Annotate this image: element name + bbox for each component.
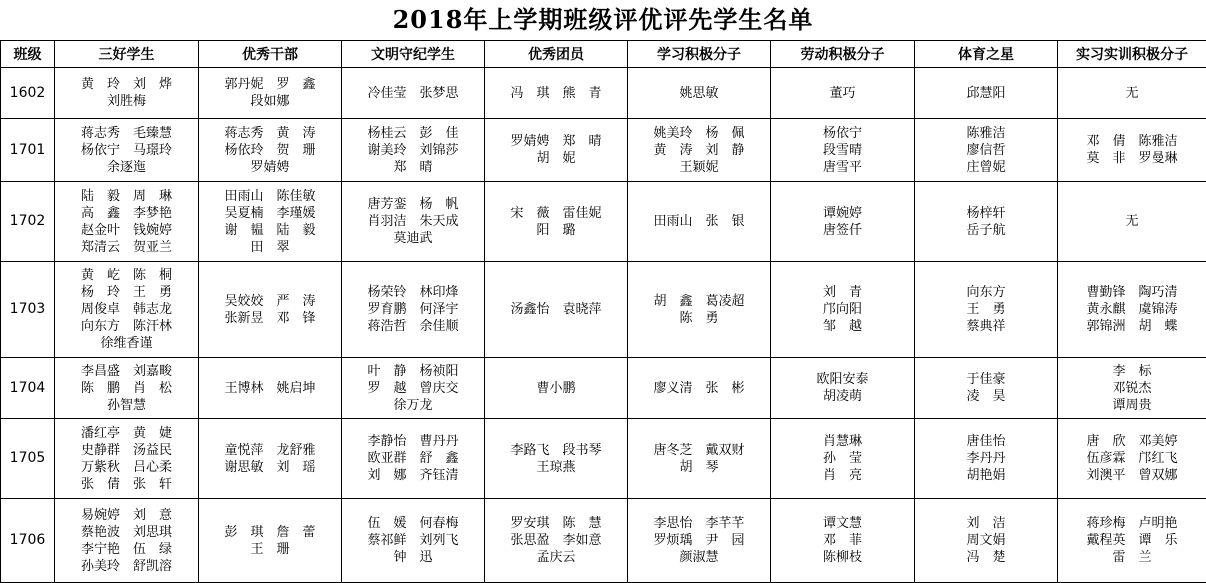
header-excellent-league-member: 优秀团员 [485,41,628,68]
name-line: 李 标 [1058,363,1206,380]
name-line: 王博林 姚启坤 [199,380,341,397]
names-cell [771,119,915,182]
name-line: 谢思敏 刘 瑶 [199,459,341,476]
table-row [1,358,1206,419]
name-line: 李宁艳 伍 绿 [55,541,198,558]
name-line: 罗婧娉 [199,159,341,176]
name-line: 罗婧娉 郑 晴 [485,133,627,150]
names-cell [342,262,485,358]
names-cell [771,68,915,119]
name-line: 胡 鑫 葛凌超 [628,293,770,310]
name-line: 张新昱 邓 锋 [199,310,341,327]
name-line: 冯 琪 熊 青 [485,85,627,102]
names-cell [485,182,628,262]
name-line: 颜淑慧 [628,549,770,566]
name-line: 伍彦霖 邝红飞 [1058,450,1206,467]
name-line: 余逐迤 [55,159,198,176]
names-cell [628,262,771,358]
header-study-activist: 学习积极分子 [628,41,771,68]
names-cell [915,119,1058,182]
name-line: 陆 毅 周 琳 [55,188,198,205]
name-line: 杨荣铃 林印烽 [342,284,484,301]
name-line: 刘澳平 曾双娜 [1058,467,1206,484]
names-cell [628,419,771,499]
name-line: 陈柳枝 [771,549,914,566]
name-line: 胡 琴 [628,459,770,476]
name-line: 潘红亭 黄 婕 [55,425,198,442]
name-line: 曹小鹏 [485,380,627,397]
name-line: 王 珊 [199,541,341,558]
names-cell [55,358,199,419]
names-cell [771,262,915,358]
table-row [1,182,1206,262]
name-line: 黄 涛 刘 静 [628,142,770,159]
name-line: 陈 勇 [628,310,770,327]
names-cell [199,419,342,499]
names-cell [628,68,771,119]
class-cell: 1706 [1,499,55,583]
name-line: 谭婉婷 [771,205,914,222]
names-cell [1058,499,1206,583]
name-line: 李静怡 曹丹丹 [342,433,484,450]
name-line: 孟庆云 [485,549,627,566]
name-line: 罗烦瑀 尹 园 [628,532,770,549]
name-line: 田雨山 陈佳敏 [199,188,341,205]
class-cell: 1701 [1,119,55,182]
name-line: 田 翠 [199,239,341,256]
name-line: 廖义清 张 彬 [628,380,770,397]
name-line: 孙 莹 [771,450,914,467]
name-line: 徐维香谨 [55,335,198,352]
names-cell [485,499,628,583]
name-line: 郑 晴 [342,159,484,176]
name-line: 蔡典祥 [915,318,1057,335]
names-cell [628,182,771,262]
names-cell [915,419,1058,499]
name-line: 孙智慧 [55,397,198,414]
name-line: 无 [1058,213,1206,230]
name-line: 冷佳莹 张梦思 [342,85,484,102]
name-line: 胡凌萌 [771,388,914,405]
name-line: 莫 非 罗曼琳 [1058,150,1206,167]
name-line: 杨依宁 马璟玲 [55,142,198,159]
name-line: 田雨山 张 银 [628,213,770,230]
name-line: 于佳豪 [915,371,1057,388]
name-line: 蒋志秀 黄 涛 [199,125,341,142]
name-line: 孙美玲 舒凯溶 [55,558,198,575]
name-line: 易婉婷 刘 意 [55,507,198,524]
name-line: 郭锦洲 胡 蝶 [1058,318,1206,335]
names-cell [342,499,485,583]
name-line: 周文娟 [915,532,1057,549]
table-row [1,419,1206,499]
name-line: 汤鑫怡 袁晓萍 [485,301,627,318]
header-internship-activist: 实习实训积极分子 [1058,41,1206,68]
name-line: 无 [1058,85,1206,102]
name-line: 李昌盛 刘嘉畯 [55,363,198,380]
name-line: 庄曾妮 [915,159,1057,176]
names-cell [485,68,628,119]
header-labor-activist: 劳动积极分子 [771,41,915,68]
name-line: 刘 青 [771,284,914,301]
name-line: 戴程英 谭 乐 [1058,532,1206,549]
name-line: 王颖妮 [628,159,770,176]
name-line: 陈雅洁 [915,125,1057,142]
name-line: 姚美玲 杨 佩 [628,125,770,142]
name-line: 李丹丹 [915,450,1057,467]
name-line: 彭 琪 詹 蕾 [199,524,341,541]
name-line: 李思怡 李芊芊 [628,515,770,532]
names-cell [771,358,915,419]
name-line: 谢美玲 刘锦莎 [342,142,484,159]
name-line: 罗安琪 陈 慧 [485,515,627,532]
name-line: 王琼燕 [485,459,627,476]
name-line: 黄永麒 虞锦涛 [1058,301,1206,318]
name-line: 雷 兰 [1058,549,1206,566]
names-cell [199,68,342,119]
name-line: 段雪晴 [771,142,914,159]
names-cell [55,182,199,262]
name-line: 伍 媛 何春梅 [342,515,484,532]
name-line: 唐冬芝 戴双财 [628,442,770,459]
names-cell [771,419,915,499]
names-cell [55,68,199,119]
name-line: 张思盈 李如意 [485,532,627,549]
names-cell [771,499,915,583]
names-cell [342,182,485,262]
names-cell [1058,119,1206,182]
name-line: 邱慧阳 [915,85,1057,102]
header-civilized-student: 文明守纪学生 [342,41,485,68]
name-line: 杨梓轩 [915,205,1057,222]
name-line: 罗 越 曾庆交 [342,380,484,397]
names-cell [771,182,915,262]
name-line: 蒋浩哲 余佳顺 [342,318,484,335]
names-cell [55,119,199,182]
name-line: 吴夏楠 李瑾媛 [199,205,341,222]
name-line: 刘 娜 齐钰清 [342,467,484,484]
name-line: 冯 楚 [915,549,1057,566]
name-line: 姚思敏 [628,85,770,102]
name-line: 唐签仟 [771,222,914,239]
table-row [1,119,1206,182]
header-merit-student: 三好学生 [55,41,199,68]
name-line: 唐芳銮 杨 帆 [342,196,484,213]
names-cell [485,419,628,499]
names-cell [915,68,1058,119]
names-cell [199,499,342,583]
name-line: 杨依玲 贺 珊 [199,142,341,159]
names-cell [628,119,771,182]
name-line: 谭文慧 [771,515,914,532]
name-line: 邓锐杰 [1058,380,1206,397]
name-line: 岳子航 [915,222,1057,239]
name-line: 郭丹妮 罗 鑫 [199,76,341,93]
name-line: 胡艳娟 [915,467,1057,484]
names-cell [628,358,771,419]
name-line: 蒋珍梅 卢明艳 [1058,515,1206,532]
name-line: 杨依宁 [771,125,914,142]
names-cell [1058,68,1206,119]
names-cell [55,262,199,358]
name-line: 欧阳安泰 [771,371,914,388]
class-cell: 1702 [1,182,55,262]
names-cell [199,182,342,262]
names-cell [1058,262,1206,358]
page-title: 2018年上学期班级评优评先学生名单 [0,0,1206,40]
name-line: 史静群 汤益民 [55,442,198,459]
name-line: 王 勇 [915,301,1057,318]
name-line: 郑清云 贺亚兰 [55,239,198,256]
names-cell [55,499,199,583]
name-line: 蔡祁鲜 刘列飞 [342,532,484,549]
class-cell: 1602 [1,68,55,119]
name-line: 张 倩 张 轩 [55,476,198,493]
names-cell [199,262,342,358]
name-line: 胡 妮 [485,150,627,167]
header-excellent-cadre: 优秀干部 [199,41,342,68]
name-line: 宋 薇 雷佳妮 [485,205,627,222]
names-cell [628,499,771,583]
name-line: 肖 亮 [771,467,914,484]
name-line: 谢 韫 陆 毅 [199,222,341,239]
table-row [1,499,1206,583]
name-line: 欧亚群 舒 鑫 [342,450,484,467]
name-line: 阳 璐 [485,222,627,239]
names-cell [915,499,1058,583]
name-line: 曹勤锋 陶巧清 [1058,284,1206,301]
name-line: 陈 鹏 肖 松 [55,380,198,397]
name-line: 向东方 [915,284,1057,301]
name-line: 赵金叶 钱婉婷 [55,222,198,239]
name-line: 向东方 陈汗林 [55,318,198,335]
name-line: 李路飞 段书琴 [485,442,627,459]
name-line: 钟 迅 [342,549,484,566]
name-line: 蔡艳波 刘思琪 [55,524,198,541]
name-line: 凌 昊 [915,388,1057,405]
names-cell [915,182,1058,262]
names-cell [199,358,342,419]
names-cell [1058,182,1206,262]
table-row [1,68,1206,119]
names-cell [915,262,1058,358]
name-line: 廖信哲 [915,142,1057,159]
header-class: 班级 [1,41,55,68]
names-cell [342,419,485,499]
names-cell [485,119,628,182]
header-row [1,41,1206,68]
name-line: 万紫秋 吕心柔 [55,459,198,476]
name-line: 黄 屹 陈 桐 [55,267,198,284]
name-line: 徐万龙 [342,397,484,414]
name-line: 刘 洁 [915,515,1057,532]
name-line: 谭周贵 [1058,397,1206,414]
name-line: 吴姣姣 严 涛 [199,293,341,310]
class-cell: 1704 [1,358,55,419]
name-line: 刘胜梅 [55,93,198,110]
name-line: 唐佳怡 [915,433,1057,450]
names-cell [55,419,199,499]
name-line: 肖慧琳 [771,433,914,450]
names-cell [342,68,485,119]
name-line: 唐 欣 邓美婷 [1058,433,1206,450]
name-line: 肖羽洁 朱天成 [342,213,484,230]
name-line: 邓 倩 陈雅洁 [1058,133,1206,150]
name-line: 童悦萍 龙舒雅 [199,442,341,459]
names-cell [342,358,485,419]
header-sports-star: 体育之星 [915,41,1058,68]
name-line: 邹 越 [771,318,914,335]
names-cell [485,262,628,358]
names-cell [915,358,1058,419]
name-line: 罗育鹏 何泽宇 [342,301,484,318]
names-cell [1058,358,1206,419]
names-cell [1058,419,1206,499]
award-table [0,40,1206,583]
name-line: 邓 菲 [771,532,914,549]
names-cell [199,119,342,182]
name-line: 蒋志秀 毛臻慧 [55,125,198,142]
class-cell: 1703 [1,262,55,358]
name-line: 邝向阳 [771,301,914,318]
name-line: 段如娜 [199,93,341,110]
name-line: 叶 静 杨祯阳 [342,363,484,380]
name-line: 高 鑫 李梦艳 [55,205,198,222]
name-line: 黄 玲 刘 烨 [55,76,198,93]
name-line: 周俊卓 韩志龙 [55,301,198,318]
name-line: 杨 玲 王 勇 [55,284,198,301]
name-line: 董巧 [771,85,914,102]
class-cell: 1705 [1,419,55,499]
name-line: 莫迪武 [342,230,484,247]
table-row [1,262,1206,358]
names-cell [485,358,628,419]
names-cell [342,119,485,182]
name-line: 唐雪平 [771,159,914,176]
name-line: 杨桂云 彭 佳 [342,125,484,142]
